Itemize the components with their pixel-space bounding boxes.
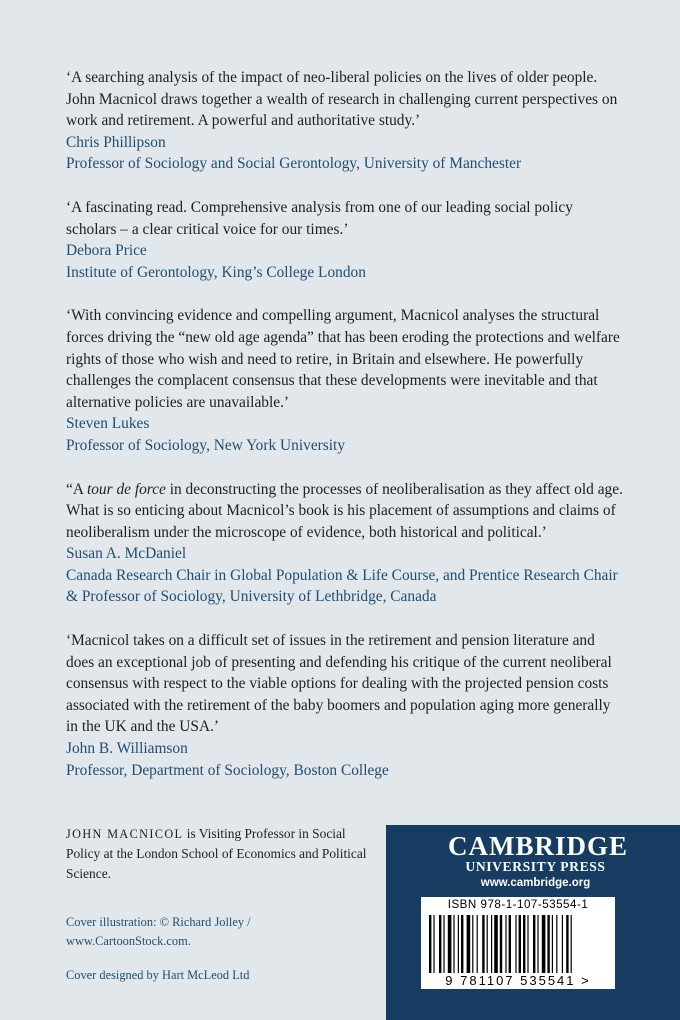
quote-text: [66, 479, 626, 544]
endorser-name: Susan A. McDaniel: [66, 545, 187, 563]
barcode-bar: [491, 915, 492, 973]
barcode-bar: [523, 915, 525, 973]
endorsements: [66, 67, 626, 803]
barcode-bar: [453, 915, 454, 973]
quote-text-rest: in deconstructing the processes of neoliberalisation as they affect old age. What is so enticing about Macnicol’s book is his placement of assumptions and claims of neoliberalism under the microscope of evidence, both historical and political.’: [66, 480, 623, 541]
barcode-bar: [482, 915, 484, 973]
barcode-bar: [477, 915, 478, 973]
publisher-panel: [386, 825, 680, 1020]
barcode-bar: [439, 915, 441, 973]
isbn-barcode: [421, 897, 615, 989]
barcode-bar: [500, 915, 502, 973]
barcode-bar: [509, 915, 511, 973]
barcode-bar: [537, 915, 538, 973]
author-bio: is Visiting Professor in Social Policy at the London School of Economics and Political Science.: [66, 826, 367, 881]
endorser-name: John B. Williamson: [66, 740, 188, 758]
barcode-bar: [461, 915, 463, 973]
endorsement-lukes: [66, 305, 626, 456]
barcode-digits: 9 781107 535541 >: [445, 973, 591, 988]
barcode-bar: [542, 915, 546, 973]
endorser-affiliation: Institute of Gerontology, King’s College London: [66, 263, 366, 281]
publisher-logo-subtitle: UNIVERSITY PRESS: [465, 859, 606, 874]
endorser-name: Chris Phillipson: [66, 133, 166, 151]
about-author: [66, 824, 376, 884]
endorsement-price: [66, 197, 626, 283]
endorser-name: Debora Price: [66, 242, 147, 260]
barcode-bar: [472, 915, 473, 973]
cover-illustration-credit: Cover illustration: © Richard Jolley / www.CartoonStock.com.: [66, 915, 251, 948]
barcode-bars-graphic: [427, 915, 609, 973]
endorser-affiliation: Canada Research Chair in Global Population & Life Course, and Prentice Research Chair & Professor of Sociology, University of Lethbridge, Canada: [66, 566, 618, 606]
barcode-bar: [429, 915, 431, 973]
barcode-bar: [519, 915, 521, 973]
barcode-bar: [494, 915, 498, 973]
barcode-bar: [505, 915, 506, 973]
barcode-bar: [448, 915, 452, 973]
barcode-bar: [566, 915, 568, 973]
endorser-name: Steven Lukes: [66, 415, 150, 433]
barcode-bar: [533, 915, 535, 973]
cover-design-credit: Cover designed by Hart McLeod Ltd: [66, 968, 250, 982]
endorser-affiliation: Professor of Sociology and Social Gerontology, University of Manchester: [66, 155, 522, 173]
quote-text: ‘A searching analysis of the impact of neo-liberal policies on the lives of older people. John Macnicol draws together a wealth of research in challenging current perspectives on work and retirement. A powerful and authoritative study.’: [66, 69, 618, 130]
barcode-bar: [515, 915, 516, 973]
author-name: JOHN MACNICOL: [66, 827, 184, 841]
barcode-bar: [487, 915, 488, 973]
endorsement-williamson: [66, 630, 626, 781]
endorsement-mcdaniel: [66, 479, 626, 609]
publisher-logo-name: CAMBRIDGE: [448, 831, 629, 861]
barcode-bar: [571, 915, 572, 973]
quote-text: ‘Macnicol takes on a difficult set of issues in the retirement and pension literature and does an exceptional job of presenting and defending his critique of the current neoliberal consensus with respect to the viable options for dealing with the projected pension costs associated with the retirement of the baby boomers and population aging more generally in the UK and the USA.’: [66, 632, 612, 736]
barcode-bar: [552, 915, 553, 973]
barcode-bar: [527, 915, 528, 973]
isbn-label: ISBN 978-1-107-53554-1: [447, 898, 589, 911]
barcode-bar: [547, 915, 549, 973]
quote-text-start: “A: [66, 480, 87, 498]
barcode-bar: [467, 915, 471, 973]
endorsement-phillipson: [66, 67, 626, 175]
quote-text-italic: tour de force: [86, 480, 166, 498]
quote-text: ‘A fascinating read. Comprehensive analysis from one of our leading social policy scholars – a clear critical voice for our times.’: [66, 198, 573, 238]
endorser-affiliation: Professor, Department of Sociology, Boston College: [66, 761, 389, 779]
barcode-bar: [433, 915, 434, 973]
publisher-url: www.cambridge.org: [480, 877, 591, 889]
barcode-bar: [458, 915, 459, 973]
barcode-bar: [443, 915, 444, 973]
barcode-bar: [556, 915, 557, 973]
barcode-bar: [562, 915, 563, 973]
endorser-affiliation: Professor of Sociology, New York University: [66, 436, 346, 454]
quote-text: ‘With convincing evidence and compelling argument, Macnicol analyses the structural forces driving the “new old age agenda” that has been eroding the protections and welfare rights of those who wish and need to retire, in Britain and elsewhere. He powerfully challenges the complacent consensus that these developments were inevitable and that alternative policies are unavailable.’: [66, 307, 620, 411]
